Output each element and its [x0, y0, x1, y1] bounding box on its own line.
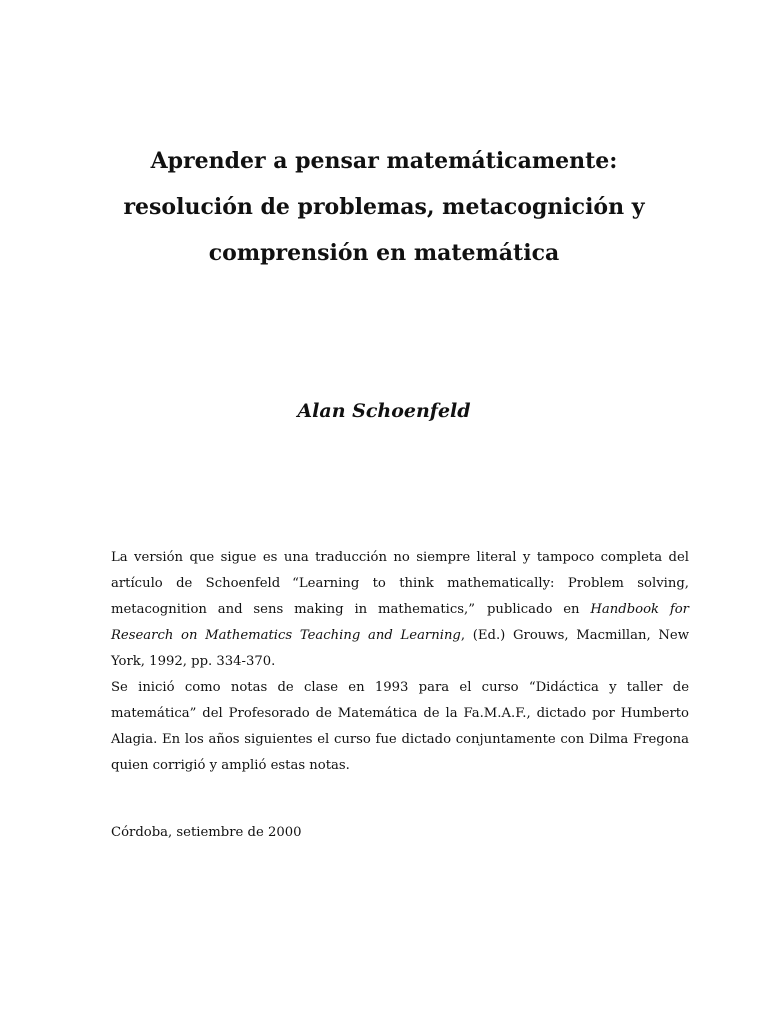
title-line-1: Aprender a pensar matemáticamente: — [150, 148, 618, 174]
document-title — [60, 138, 708, 276]
intro-text — [111, 545, 689, 779]
author-name: Alan Schoenfeld — [297, 400, 471, 422]
intro-p1-text-2: publicado en — [486, 602, 580, 617]
handbook-title: Handbook for Research on Mathematics Teaching and Learning — [111, 602, 689, 643]
title-line-3: comprensión en matemática — [208, 240, 560, 266]
dateline: Córdoba, setiembre de 2000 — [111, 825, 302, 840]
article-title-quote: “Learning to think mathematically: Problem solving, metacognition and sens making in mathematics,” — [111, 576, 689, 617]
intro-paragraph-1 — [111, 545, 689, 675]
intro-p1-text-3: , (Ed.) Grouws, Macmillan, New York, 1992, pp. 334-370. — [111, 628, 690, 669]
intro-p1-text-1: La versión que sigue es una traducción no siempre literal y tampoco completa del artículo de Schoenfeld — [111, 550, 689, 591]
title-line-2: resolución de problemas, metacognición y — [123, 194, 645, 220]
intro-paragraph-2: Se inició como notas de clase en 1993 para el curso “Didáctica y taller de matemática” del Profesorado de Matemática de la Fa.M.A.F., dictado por Humberto Alagia. En los años siguientes el curso fue dictado conjuntamente con Dilma Fregona quien corrigió y amplió estas notas. — [111, 680, 689, 773]
